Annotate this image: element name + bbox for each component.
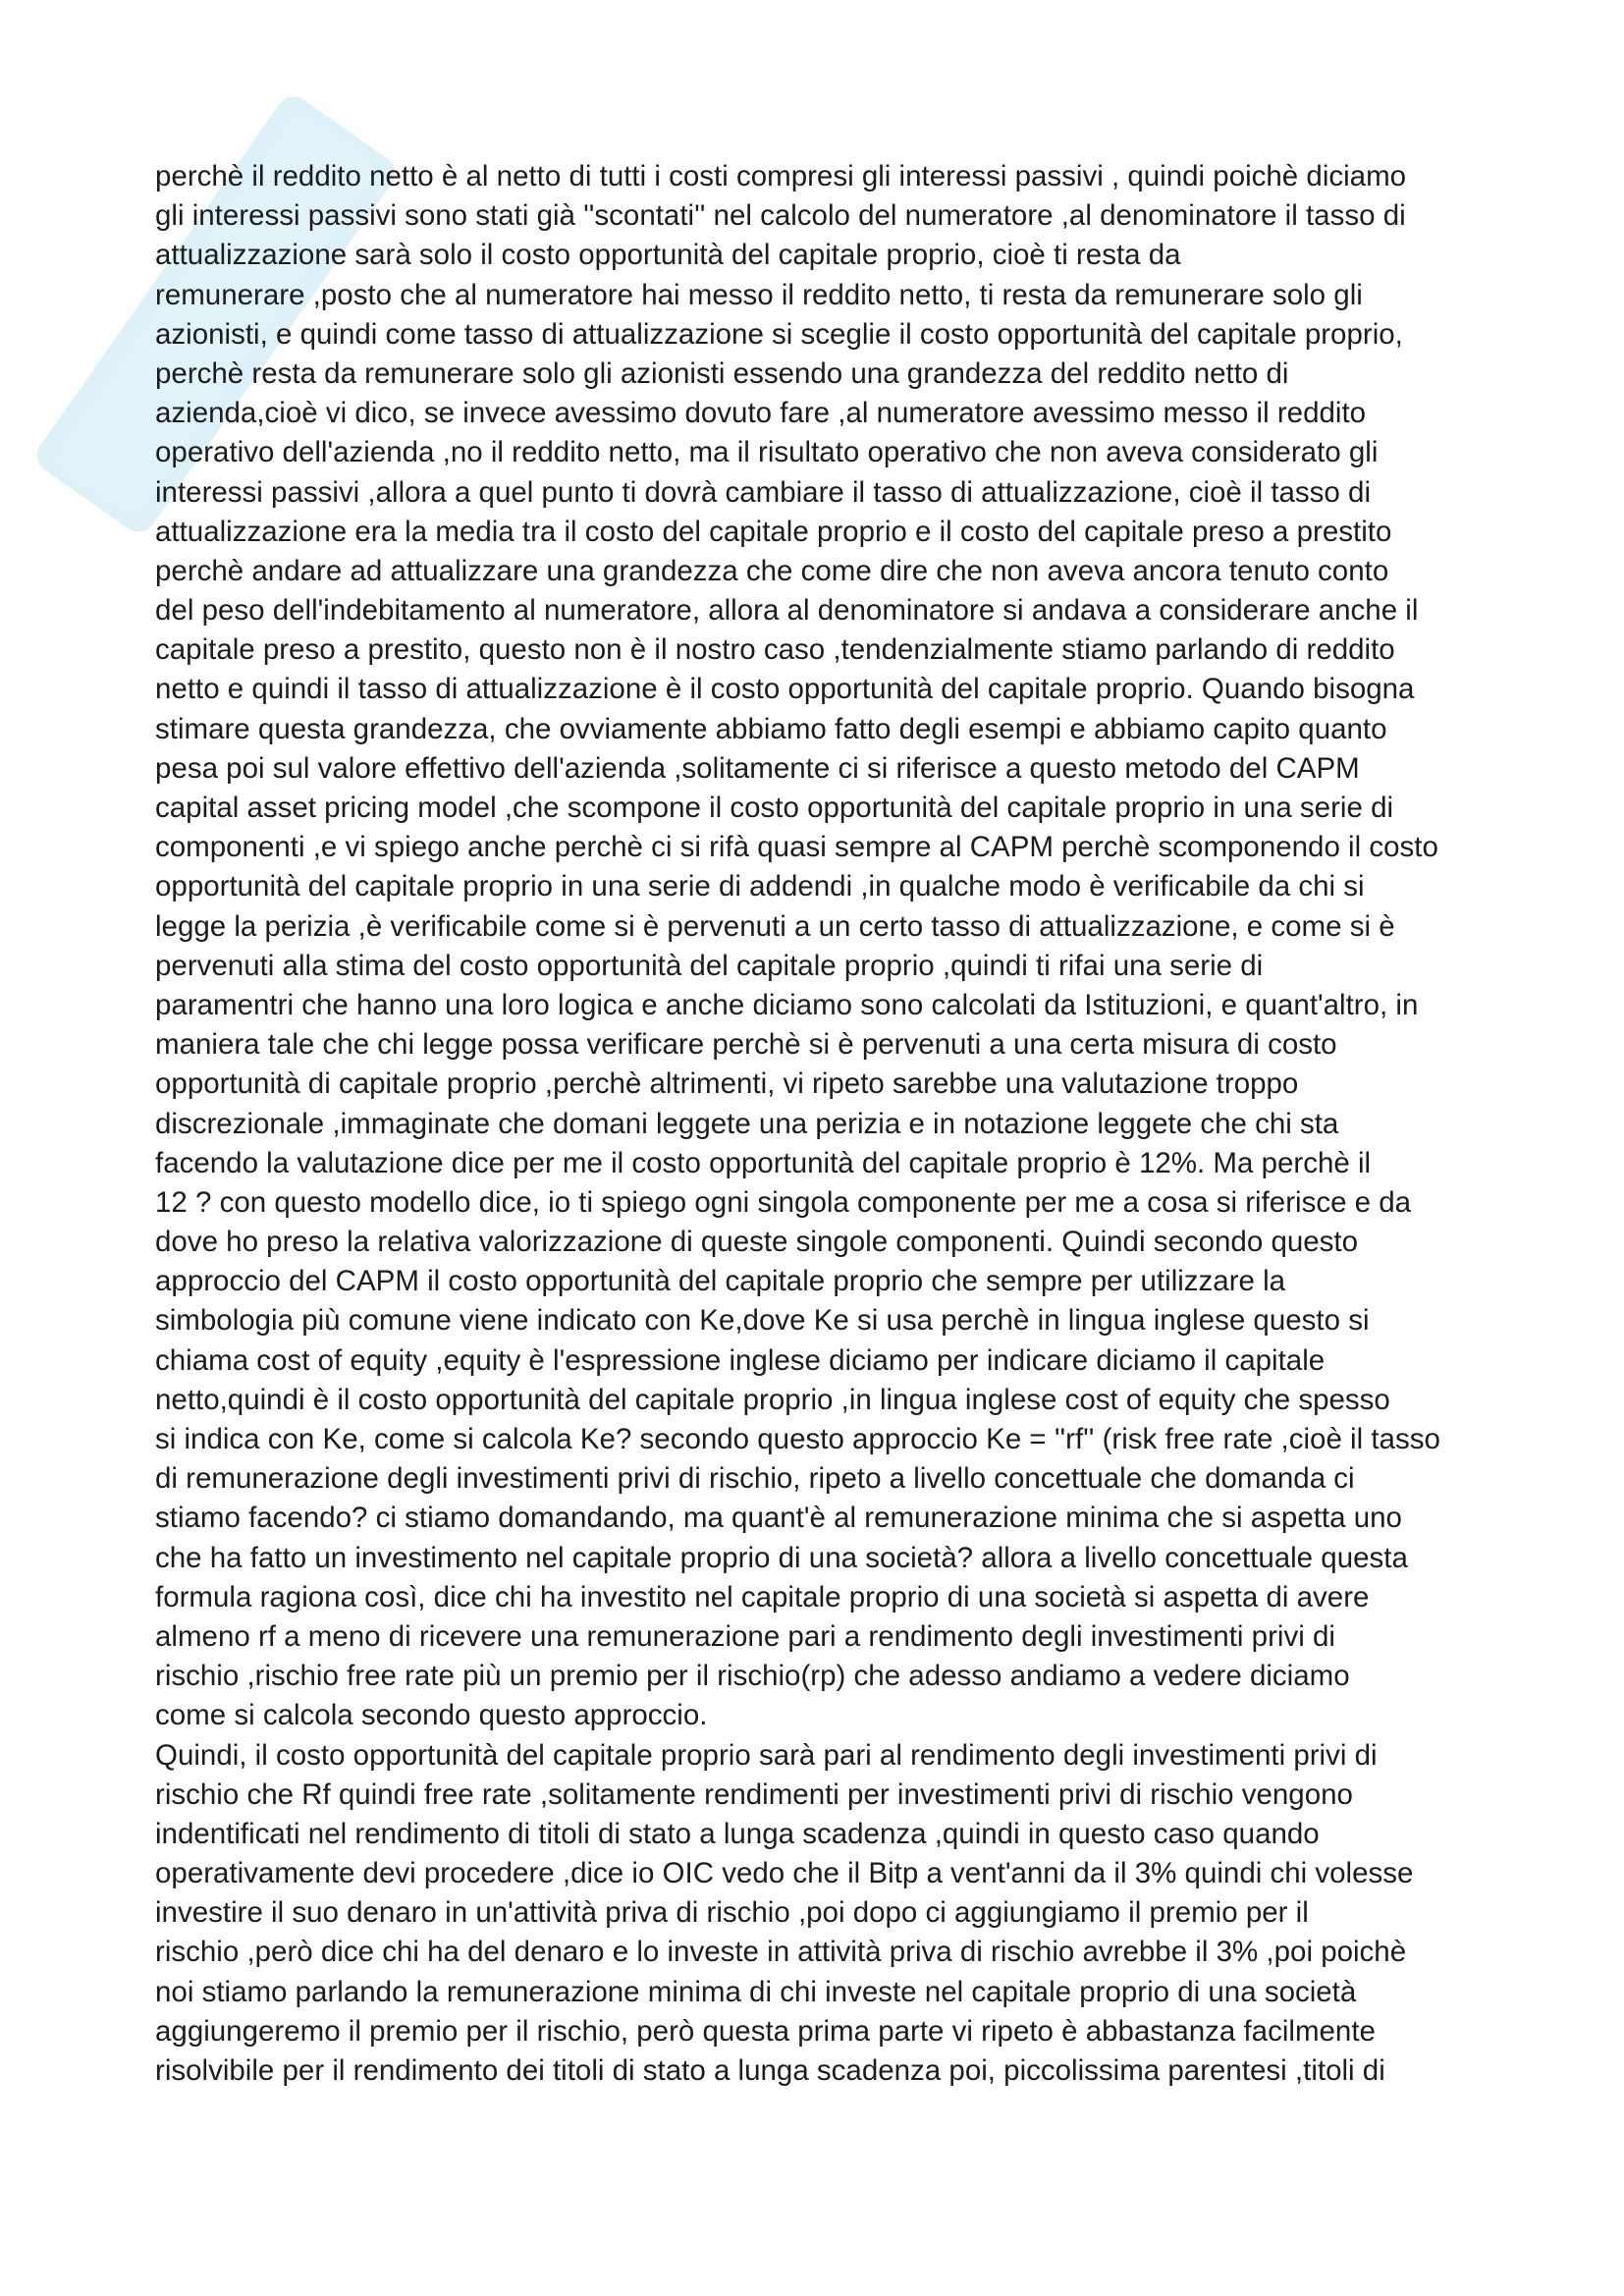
document-text: [155, 157, 1500, 2091]
text-line: perchè il reddito netto è al netto di tutti i costi compresi gli interessi passivi , quindi poichè diciamo: [155, 160, 1407, 192]
text-line: netto e quindi il tasso di attualizzazione è il costo opportunità del capitale proprio. Quando bisogna: [155, 673, 1415, 706]
text-line: noi stiamo parlando la remunerazione minima di chi investe nel capitale proprio di una società: [155, 1975, 1357, 2008]
text-line: come si calcola secondo questo approccio.: [155, 1699, 708, 1732]
text-line: operativo dell'azienda ,no il reddito netto, ma il risultato operativo che non aveva considerato gli: [155, 436, 1379, 469]
text-line: di remunerazione degli investimenti privi di rischio, ripeto a livello concettuale che domanda ci: [155, 1462, 1355, 1496]
text-line: dove ho preso la relativa valorizzazione di queste singole componenti. Quindi secondo questo: [155, 1226, 1359, 1259]
text-line: formula ragiona così, dice chi ha investito nel capitale proprio di una società si aspetta di avere: [155, 1580, 1370, 1613]
text-line: risolvibile per il rendimento dei titoli di stato a lunga scadenza poi, piccolissima parentesi ,titoli di: [155, 2054, 1385, 2087]
text-line: opportunità del capitale proprio in una serie di addendi ,in qualche modo è verificabile da chi si: [155, 870, 1365, 903]
text-line: azienda,cioè vi dico, se invece avessimo dovuto fare ,al numeratore avessimo messo il reddito: [155, 397, 1367, 430]
text-line: approccio del CAPM il costo opportunità del capitale proprio che sempre per utilizzare la: [155, 1265, 1286, 1298]
text-line: indentificati nel rendimento di titoli di stato a lunga scadenza ,quindi in questo caso quando: [155, 1817, 1320, 1850]
text-line: attualizzazione era la media tra il costo del capitale proprio e il costo del capitale preso a prestito: [155, 515, 1392, 548]
text-line: pervenuti alla stima del costo opportunità del capitale proprio ,quindi ti rifai una serie di: [155, 949, 1264, 982]
text-line: rischio ,rischio free rate più un premio per il rischio(rp) che adesso andiamo a vedere diciamo: [155, 1660, 1350, 1693]
text-line: operativamente devi procedere ,dice io OIC vedo che il Bitp a vent'anni da il 3% quindi chi volesse: [155, 1857, 1414, 1890]
text-line: netto,quindi è il costo opportunità del capitale proprio ,in lingua inglese cost of equity che spesso: [155, 1383, 1390, 1416]
text-line: perchè andare ad attualizzare una grandezza che come dire che non aveva ancora tenuto conto: [155, 554, 1389, 587]
text-line: del peso dell'indebitamento al numeratore, allora al denominatore si andava a considerare anche il: [155, 594, 1419, 628]
text-line: opportunità di capitale proprio ,perchè altrimenti, vi ripeto sarebbe una valutazione troppo: [155, 1067, 1299, 1101]
text-line: componenti ,e vi spiego anche perchè ci si rifà quasi sempre al CAPM perchè scomponendo il costo: [155, 831, 1438, 864]
text-line: chiama cost of equity ,equity è l'espressione inglese diciamo per indicare diciamo il capitale: [155, 1343, 1326, 1377]
text-line: Quindi, il costo opportunità del capitale proprio sarà pari al rendimento degli investimenti privi di: [155, 1738, 1378, 1772]
text-line: simbologia più comune viene indicato con Ke,dove Ke si usa perchè in lingua inglese questo si: [155, 1304, 1370, 1338]
text-line: rischio che Rf quindi free rate ,solitamente rendimenti per investimenti privi di rischio vengono: [155, 1777, 1353, 1811]
text-line: 12 ? con questo modello dice, io ti spiego ogni singola componente per me a cosa si riferisce e da: [155, 1185, 1412, 1219]
text-line: rischio ,però dice chi ha del denaro e lo investe in attività priva di rischio avrebbe il 3% ,poi poichè: [155, 1936, 1407, 1969]
text-line: attualizzazione sarà solo il costo opportunità del capitale proprio, cioè ti resta da: [155, 239, 1181, 272]
text-line: pesa poi sul valore effettivo dell'azienda ,solitamente ci si riferisce a questo metodo del CAPM: [155, 751, 1360, 785]
text-line: azionisti, e quindi come tasso di attualizzazione si sceglie il costo opportunità del capitale proprio,: [155, 317, 1403, 351]
text-line: capitale preso a prestito, questo non è il nostro caso ,tendenzialmente stiamo parlando di reddito: [155, 633, 1395, 667]
text-line: capital asset pricing model ,che scompone il costo opportunità del capitale proprio in una serie di: [155, 792, 1394, 824]
text-line: remunerare ,posto che al numeratore hai messo il reddito netto, ti resta da remunerare solo gli: [155, 278, 1363, 311]
text-line: almeno rf a meno di ricevere una remunerazione pari a rendimento degli investimenti privi di: [155, 1619, 1335, 1653]
text-line: legge la perizia ,è verificabile come si è pervenuti a un certo tasso di attualizzazione, e come si è: [155, 909, 1395, 943]
text-line: si indica con Ke, come si calcola Ke? secondo questo approccio Ke = ''rf'' (risk free rate ,cioè il tasso: [155, 1423, 1440, 1455]
text-line: interessi passivi ,allora a quel punto ti dovrà cambiare il tasso di attualizzazione, cioè il tasso di: [155, 475, 1371, 509]
text-line: maniera tale che chi legge possa verificare perchè si è pervenuti a una certa misura di costo: [155, 1028, 1337, 1062]
text-line: stiamo facendo? ci stiamo domandando, ma quant'è al remunerazione minima che si aspetta uno: [155, 1502, 1402, 1535]
text-line: gli interessi passivi sono stati già ''scontati'' nel calcolo del numeratore ,al denominatore il tasso di: [155, 199, 1406, 233]
text-line: paramentri che hanno una loro logica e anche diciamo sono calcolati da Istituzioni, e quant'altro, in: [155, 988, 1419, 1021]
text-line: stimare questa grandezza, che ovviamente abbiamo fatto degli esempi e abbiamo capito quanto: [155, 712, 1387, 745]
text-line: che ha fatto un investimento nel capitale proprio di una società? allora a livello concettuale questa: [155, 1541, 1408, 1574]
text-line: facendo la valutazione dice per me il costo opportunità del capitale proprio è 12%. Ma perchè il: [155, 1146, 1372, 1179]
text-line: aggiungeremo il premio per il rischio, però questa prima parte vi ripeto è abbastanza facilmente: [155, 2014, 1376, 2048]
text-line: discrezionale ,immaginate che domani leggete una perizia e in notazione leggete che chi sta: [155, 1107, 1339, 1140]
text-line: perchè resta da remunerare solo gli azionisti essendo una grandezza del reddito netto di: [155, 356, 1289, 390]
text-line: investire il suo denaro in un'attività priva di rischio ,poi dopo ci aggiungiamo il premio per il: [155, 1896, 1309, 1930]
